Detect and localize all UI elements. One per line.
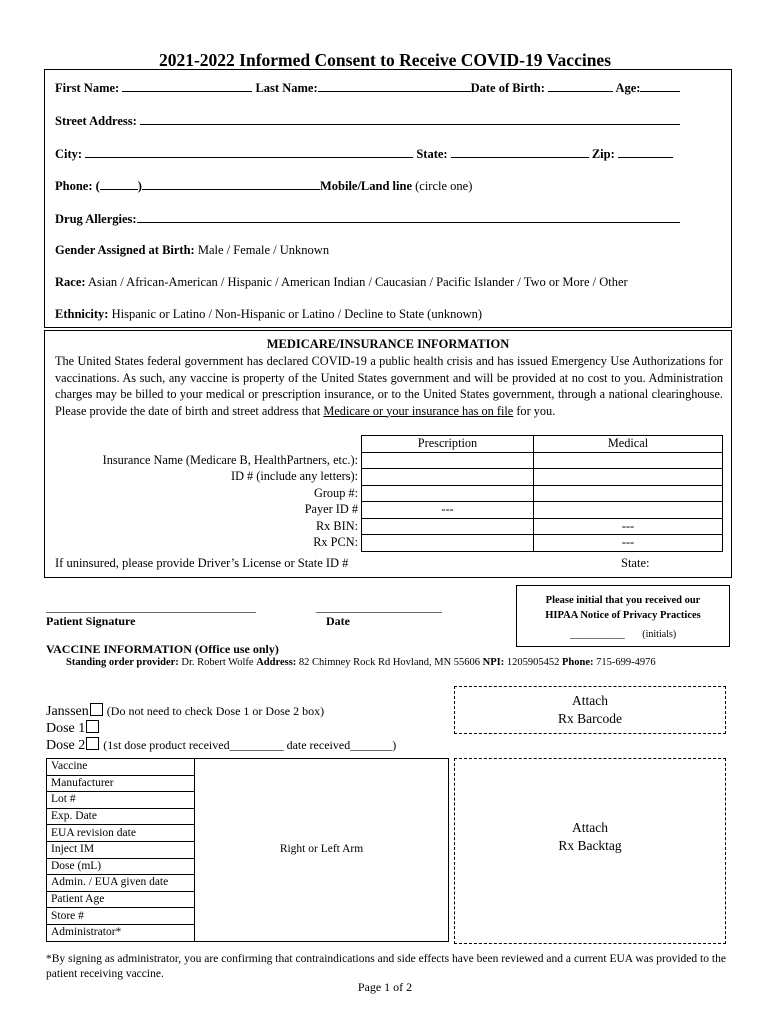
address-label: Address: <box>256 657 297 668</box>
dose2-note: (1st dose product received_________ date received_______) <box>103 738 397 752</box>
area-code-field[interactable] <box>100 177 138 190</box>
provider-phone-label: Phone: <box>562 657 594 668</box>
uninsured-label: If uninsured, please provide Driver’s License or State ID # <box>55 556 349 570</box>
zip-label: Zip: <box>591 147 615 161</box>
insurance-paragraph <box>55 353 723 419</box>
backtag-line2: Rx Backtag <box>558 838 622 853</box>
rx-cell[interactable] <box>362 469 534 486</box>
table-row <box>55 452 723 469</box>
state-field[interactable] <box>451 145 589 158</box>
vaccine-heading: VACCINE INFORMATION (Office use only) <box>46 642 279 656</box>
vaccine-value-cell[interactable] <box>195 759 449 776</box>
paragraph-text: The United States federal government has declared COVID-19 a public health crisis and has issued Emergency Use Authorizations for vaccinations. As such, any vaccine is property of the United States government and will be provided at no cost to you. Administration charges may be billed to your medical or prescription insurance, or to the United States government, through a national clearinghouse. Please provide the date of birth and street address that <box>55 354 723 418</box>
npi-value: 1205905452 <box>506 657 560 668</box>
allergies-field[interactable] <box>137 210 680 223</box>
rx-cell[interactable] <box>362 452 534 469</box>
dose2-row <box>46 737 396 754</box>
page-number: Page 1 of 2 <box>357 980 413 994</box>
license-state-label: State: <box>621 556 650 570</box>
street-row <box>55 112 680 129</box>
table-row <box>47 858 449 875</box>
hipaa-box <box>516 585 730 647</box>
vaccine-row-label: Lot # <box>47 792 195 809</box>
table-row <box>55 535 723 552</box>
form-title: 2021-2022 Informed Consent to Receive COVID-19 Vaccines <box>158 50 612 70</box>
insurance-section <box>44 330 732 578</box>
med-cell[interactable] <box>534 485 723 502</box>
mobile-label: Mobile/Land line <box>319 179 412 193</box>
vaccine-value-cell[interactable] <box>195 858 449 875</box>
rx-cell[interactable]: --- <box>362 502 534 519</box>
vaccine-value-cell[interactable] <box>195 775 449 792</box>
administrator-footnote: *By signing as administrator, you are confirming that contraindications and side effects have been reviewed and a current EUA was provided to the patient receiving vaccine. <box>46 953 726 980</box>
gender-options[interactable]: Male / Female / Unknown <box>197 243 330 257</box>
standing-label: Standing order provider: <box>66 657 179 668</box>
city-label: City: <box>55 147 83 161</box>
race-row <box>55 275 628 290</box>
paragraph-end: for you. <box>513 403 556 418</box>
insurance-table <box>55 435 723 552</box>
table-row <box>47 841 449 858</box>
patient-info-section <box>44 69 732 328</box>
insurance-heading: MEDICARE/INSURANCE INFORMATION <box>266 337 510 351</box>
row-label: Insurance Name (Medicare B, HealthPartners, etc.): <box>102 452 358 467</box>
row-label: Payer ID # <box>304 502 358 517</box>
age-field[interactable] <box>640 79 680 92</box>
initials-field[interactable]: ___________ <box>569 629 625 640</box>
dob-label: Date of Birth: <box>470 81 545 95</box>
race-options[interactable]: Asian / African-American / Hispanic / American Indian / Caucasian / Pacific Islander / Two or More / Other <box>87 275 628 289</box>
vaccine-value-cell[interactable] <box>195 875 449 892</box>
table-row <box>47 808 449 825</box>
gender-row <box>55 243 329 258</box>
dob-field[interactable] <box>548 79 613 92</box>
patient-signature-line[interactable]: ___________________________________ <box>46 600 256 614</box>
vaccine-value-cell[interactable] <box>195 792 449 809</box>
hipaa-line1: Please initial that you received our <box>545 595 701 606</box>
phone-field[interactable] <box>142 177 320 190</box>
vaccine-row-label: Inject IM <box>47 841 195 858</box>
vaccine-value-cell[interactable] <box>195 808 449 825</box>
street-label: Street Address: <box>55 114 137 128</box>
initials-row <box>517 627 729 642</box>
vaccine-row-label: Exp. Date <box>47 808 195 825</box>
standing-order <box>66 657 656 668</box>
vaccine-row-label: Vaccine <box>47 759 195 776</box>
table-row <box>47 891 449 908</box>
address-value: 82 Chimney Rock Rd Hovland, MN 55606 <box>298 657 481 668</box>
patient-signature-label: Patient Signature <box>46 614 136 628</box>
janssen-checkbox[interactable] <box>90 703 103 716</box>
barcode-line2: Rx Barcode <box>557 711 623 726</box>
row-label: ID # (include any letters): <box>230 469 358 484</box>
name-row <box>55 79 680 96</box>
vaccine-value-cell[interactable] <box>195 891 449 908</box>
vaccine-table <box>46 758 449 942</box>
first-name-label: First Name: <box>55 81 120 95</box>
vaccine-row-label: Administrator* <box>47 924 195 941</box>
city-field[interactable] <box>85 145 413 158</box>
janssen-row <box>46 703 324 720</box>
allergies-row <box>55 210 680 227</box>
table-row <box>47 825 449 842</box>
row-label: Rx BIN: <box>315 518 358 533</box>
table-row <box>47 775 449 792</box>
last-name-label: Last Name: <box>255 81 318 95</box>
race-label: Race: <box>55 275 86 289</box>
state-label: State: <box>416 147 448 161</box>
rx-cell[interactable] <box>362 535 534 552</box>
rx-cell[interactable] <box>362 485 534 502</box>
provider-name: Dr. Robert Wolfe <box>181 657 254 668</box>
dose2-checkbox[interactable] <box>86 737 99 750</box>
vaccine-value-cell[interactable] <box>195 908 449 925</box>
arm-cell[interactable]: Right or Left Arm <box>195 841 449 858</box>
row-label: Group #: <box>313 485 358 500</box>
phone-row <box>55 177 472 194</box>
phone-label: Phone: ( <box>55 179 100 193</box>
backtag-area <box>454 758 726 944</box>
janssen-note: (Do not need to check Dose 1 or Dose 2 box) <box>106 704 325 718</box>
ethnicity-options[interactable]: Hispanic or Latino / Non-Hispanic or Latino / Decline to State (unknown) <box>111 307 483 321</box>
mobile-note: (circle one) <box>415 179 473 193</box>
paragraph-underline: Medicare or your insurance has on file <box>323 403 514 418</box>
last-name-field[interactable] <box>318 79 471 92</box>
initials-label: (initials) <box>642 629 677 640</box>
barcode-area <box>454 686 726 734</box>
age-label: Age: <box>615 81 641 95</box>
row-label: Rx PCN: <box>313 535 358 550</box>
table-row <box>55 436 723 453</box>
table-row <box>47 792 449 809</box>
vaccine-row-label: Store # <box>47 908 195 925</box>
table-row <box>47 875 449 892</box>
date-label: Date <box>326 614 350 628</box>
med-cell[interactable] <box>534 469 723 486</box>
dose1-row <box>46 720 103 737</box>
med-cell[interactable] <box>534 452 723 469</box>
city-row <box>55 145 673 162</box>
vaccine-row-label: EUA revision date <box>47 825 195 842</box>
table-row <box>55 485 723 502</box>
dose1-checkbox[interactable] <box>86 720 99 733</box>
provider-phone-value: 715-699-4976 <box>596 657 656 668</box>
table-corner <box>55 436 362 453</box>
first-name-field[interactable] <box>122 79 252 92</box>
npi-label: NPI: <box>482 657 505 668</box>
ethnicity-row <box>55 307 482 322</box>
allergies-label: Drug Allergies: <box>55 212 137 226</box>
gender-label: Gender Assigned at Birth: <box>55 243 195 257</box>
med-cell[interactable]: --- <box>534 518 723 535</box>
col-prescription: Prescription <box>362 436 534 453</box>
dose2-label: Dose 2 <box>46 738 86 753</box>
table-row <box>55 469 723 486</box>
vaccine-row-label: Dose (mL) <box>47 858 195 875</box>
table-row <box>47 759 449 776</box>
table-row <box>47 908 449 925</box>
vaccine-value-cell[interactable] <box>195 924 449 941</box>
barcode-line1: Attach <box>572 693 608 708</box>
col-medical: Medical <box>534 436 723 453</box>
table-row <box>47 924 449 941</box>
janssen-label: Janssen <box>46 704 89 719</box>
zip-field[interactable] <box>618 145 673 158</box>
phone-paren: ) <box>137 179 142 193</box>
vaccine-row-label: Patient Age <box>47 891 195 908</box>
vaccine-row-label: Manufacturer <box>47 775 195 792</box>
ethnicity-label: Ethnicity: <box>55 307 109 321</box>
dose1-label: Dose 1 <box>46 721 86 736</box>
table-row <box>55 502 723 519</box>
med-cell[interactable] <box>534 502 723 519</box>
rx-cell[interactable] <box>362 518 534 535</box>
date-line[interactable]: _____________________ <box>316 600 442 614</box>
table-row <box>55 518 723 535</box>
med-cell[interactable]: --- <box>534 535 723 552</box>
vaccine-row-label: Admin. / EUA given date <box>47 875 195 892</box>
backtag-line1: Attach <box>572 820 608 835</box>
vaccine-value-cell[interactable] <box>195 825 449 842</box>
street-field[interactable] <box>140 112 680 125</box>
hipaa-line2: HIPAA Notice of Privacy Practices <box>545 610 701 621</box>
